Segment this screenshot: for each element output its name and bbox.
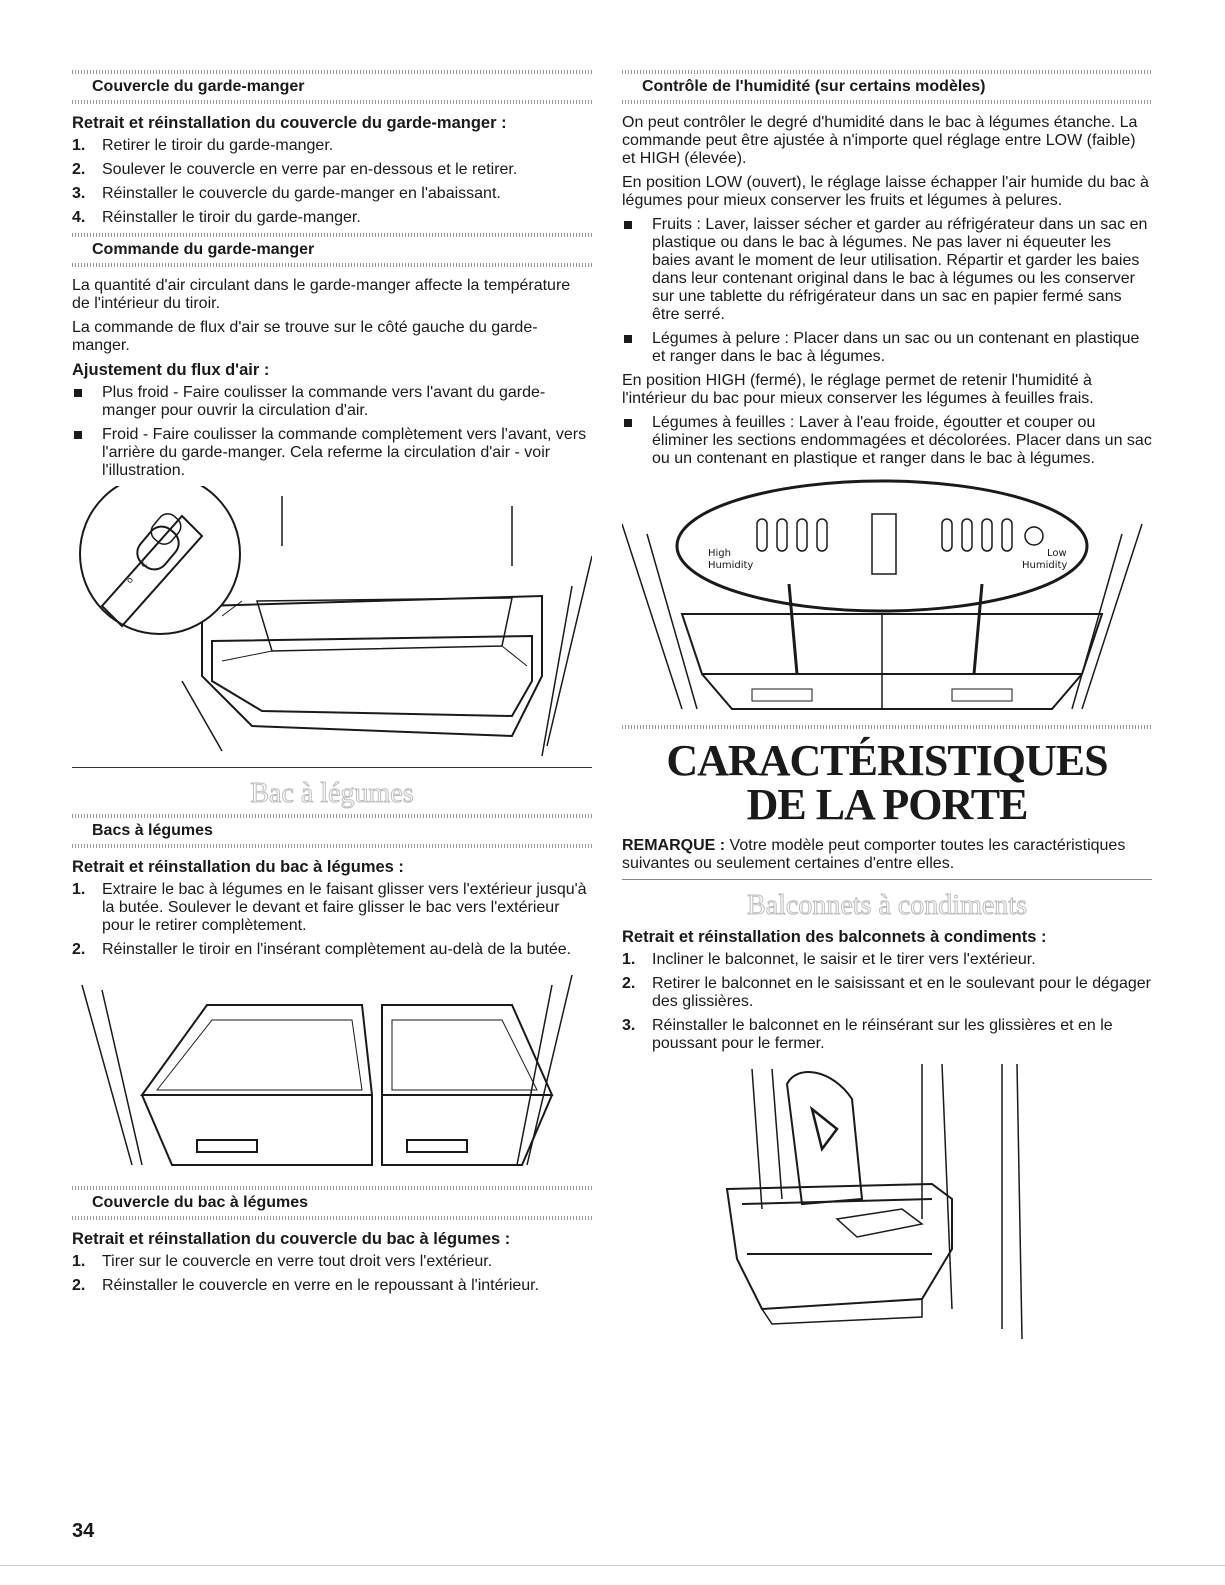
list-item: Fruits : Laver, laisser sécher et garder au réfrigérateur dans un sac en plastique ou dans le bac à légumes. Ne pas laver ni équeuter les baies avant le moment de leur utilisation. Répartir et garder les baies dans leur contenant original dans le bac à légumes ou les conserver sur une tablette du réfrigérateur dans un sac en papier fermé sans être serré. — [622, 216, 1152, 324]
steps-balconnets — [622, 951, 1152, 1053]
list-item: Froid - Faire coulisser la commande complètement vers l'avant, vers l'arrière du garde-manger. Cela referme la circulation d'air - voir l'illustration. — [72, 426, 592, 480]
list-item: 3. Réinstaller le couvercle du garde-manger en l'abaissant. — [72, 185, 501, 202]
list-item: 2. Réinstaller le tiroir en l'insérant complètement au-delà de la butée. — [72, 941, 572, 958]
svg-text:o: o — [124, 575, 136, 587]
paragraph: En position LOW (ouvert), le réglage laisse échapper l'air humide du bac à légumes pour mieux conserver les fruits et légumes à pelures. — [622, 174, 1149, 209]
list-item: 2. Réinstaller le couvercle en verre en le repoussant à l'intérieur. — [72, 1277, 540, 1294]
bullets-low — [622, 216, 1152, 366]
list-item: Légumes à feuilles : Laver à l'eau froide, égoutter et couper ou éliminer les sections endommagées et décolorées. Placer dans un sac ou un contenant en plastique et ranger dans le bac à légumes. — [622, 414, 1152, 468]
bullets-flux-air — [72, 384, 592, 480]
section-heading-bacs-legumes: Bacs à légumes — [72, 814, 592, 848]
low-label: Low — [1047, 548, 1067, 559]
subheading-couvercle-bac: Retrait et réinstallation du couvercle du bac à légumes : — [72, 1230, 511, 1248]
list-item: Légumes à pelure : Placer dans un sac ou un contenant en plastique et ranger dans le bac à légumes. — [622, 330, 1152, 366]
high-label: High — [708, 548, 731, 559]
left-column — [72, 70, 592, 1301]
section-heading-humidite: Contrôle de l'humidité (sur certains modèles) — [622, 70, 1152, 104]
low-humidity-label: Humidity — [1022, 560, 1068, 571]
remarque: REMARQUE : Votre modèle peut comporter toutes les caractéristiques suivantes ou seulement certaines d'entre elles. — [622, 837, 1126, 872]
subheading-bac-legumes: Retrait et réinstallation du bac à légumes : — [72, 858, 404, 876]
section-heading-couvercle-bac: Couvercle du bac à légumes — [72, 1186, 592, 1220]
list-item: 1. Retirer le tiroir du garde-manger. — [72, 137, 334, 154]
svg-text:c: c — [138, 559, 150, 571]
section-heading-commande-garde-manger: Commande du garde-manger — [72, 233, 592, 267]
paragraph: En position HIGH (fermé), le réglage permet de retenir l'humidité à l'intérieur du bac pour mieux conserver les légumes à feuilles frais. — [622, 372, 1094, 407]
crisper-drawers-illustration — [72, 965, 592, 1180]
steps-couvercle-garde-manger — [72, 137, 592, 227]
section-heading-couvercle-garde-manger: Couvercle du garde-manger — [72, 70, 592, 104]
page-number: 34 — [72, 1520, 95, 1542]
steps-couvercle-bac — [72, 1253, 592, 1295]
page-title: CARACTÉRISTIQUES DE LA PORTE — [666, 736, 1108, 829]
subheading-balconnets: Retrait et réinstallation des balconnets à condiments : — [622, 928, 1047, 946]
pantry-drawer-illustration — [72, 486, 592, 761]
bullets-high — [622, 414, 1152, 468]
divider — [622, 879, 1152, 880]
section-title-bac-legumes: Bac à légumes — [250, 778, 414, 809]
list-item: 1. Tirer sur le couvercle en verre tout droit vers l'extérieur. — [72, 1253, 493, 1270]
paragraph: La quantité d'air circulant dans le garde-manger affecte la température de l'intérieur du tiroir. — [72, 277, 571, 312]
humidity-control-illustration — [622, 474, 1152, 719]
list-item: 2. Soulever le couvercle en verre par en-dessous et le retirer. — [72, 161, 518, 178]
list-item: 3. Réinstaller le balconnet en le réinsérant sur les glissières et en le poussant pour le fermer. — [622, 1017, 1113, 1052]
list-item: 4. Réinstaller le tiroir du garde-manger. — [72, 209, 361, 226]
subheading-couvercle-garde-manger: Retrait et réinstallation du couvercle du garde-manger : — [72, 114, 507, 132]
paragraph: La commande de flux d'air se trouve sur le côté gauche du garde-manger. — [72, 319, 538, 354]
list-item: Plus froid - Faire coulisser la commande vers l'avant du garde-manger pour ouvrir la circulation d'air. — [72, 384, 592, 420]
subheading-ajustement: Ajustement du flux d'air : — [72, 361, 270, 379]
bottom-border — [0, 1565, 1225, 1566]
divider-striped — [622, 725, 1152, 729]
high-humidity-label: Humidity — [708, 560, 754, 571]
paragraph: On peut contrôler le degré d'humidité dans le bac à légumes étanche. La commande peut être ajustée à n'importe quel réglage entre LOW (faible) et HIGH (élevée). — [622, 114, 1138, 167]
list-item: 2. Retirer le balconnet en le saisissant et en le soulevant pour le dégager des glissières. — [622, 975, 1151, 1010]
section-title-balconnets: Balconnets à condiments — [747, 890, 1027, 921]
divider — [72, 767, 592, 768]
condiment-bin-illustration — [622, 1059, 1152, 1339]
list-item: 1. Incliner le balconnet, le saisir et le tirer vers l'extérieur. — [622, 951, 1036, 968]
steps-bac-legumes — [72, 881, 592, 959]
right-column — [622, 70, 1152, 1345]
list-item: 1. Extraire le bac à légumes en le faisant glisser vers l'extérieur jusqu'à la butée. Soulever le devant et faire glisser le bac vers l'extérieur pour le retirer complètement. — [72, 881, 587, 934]
